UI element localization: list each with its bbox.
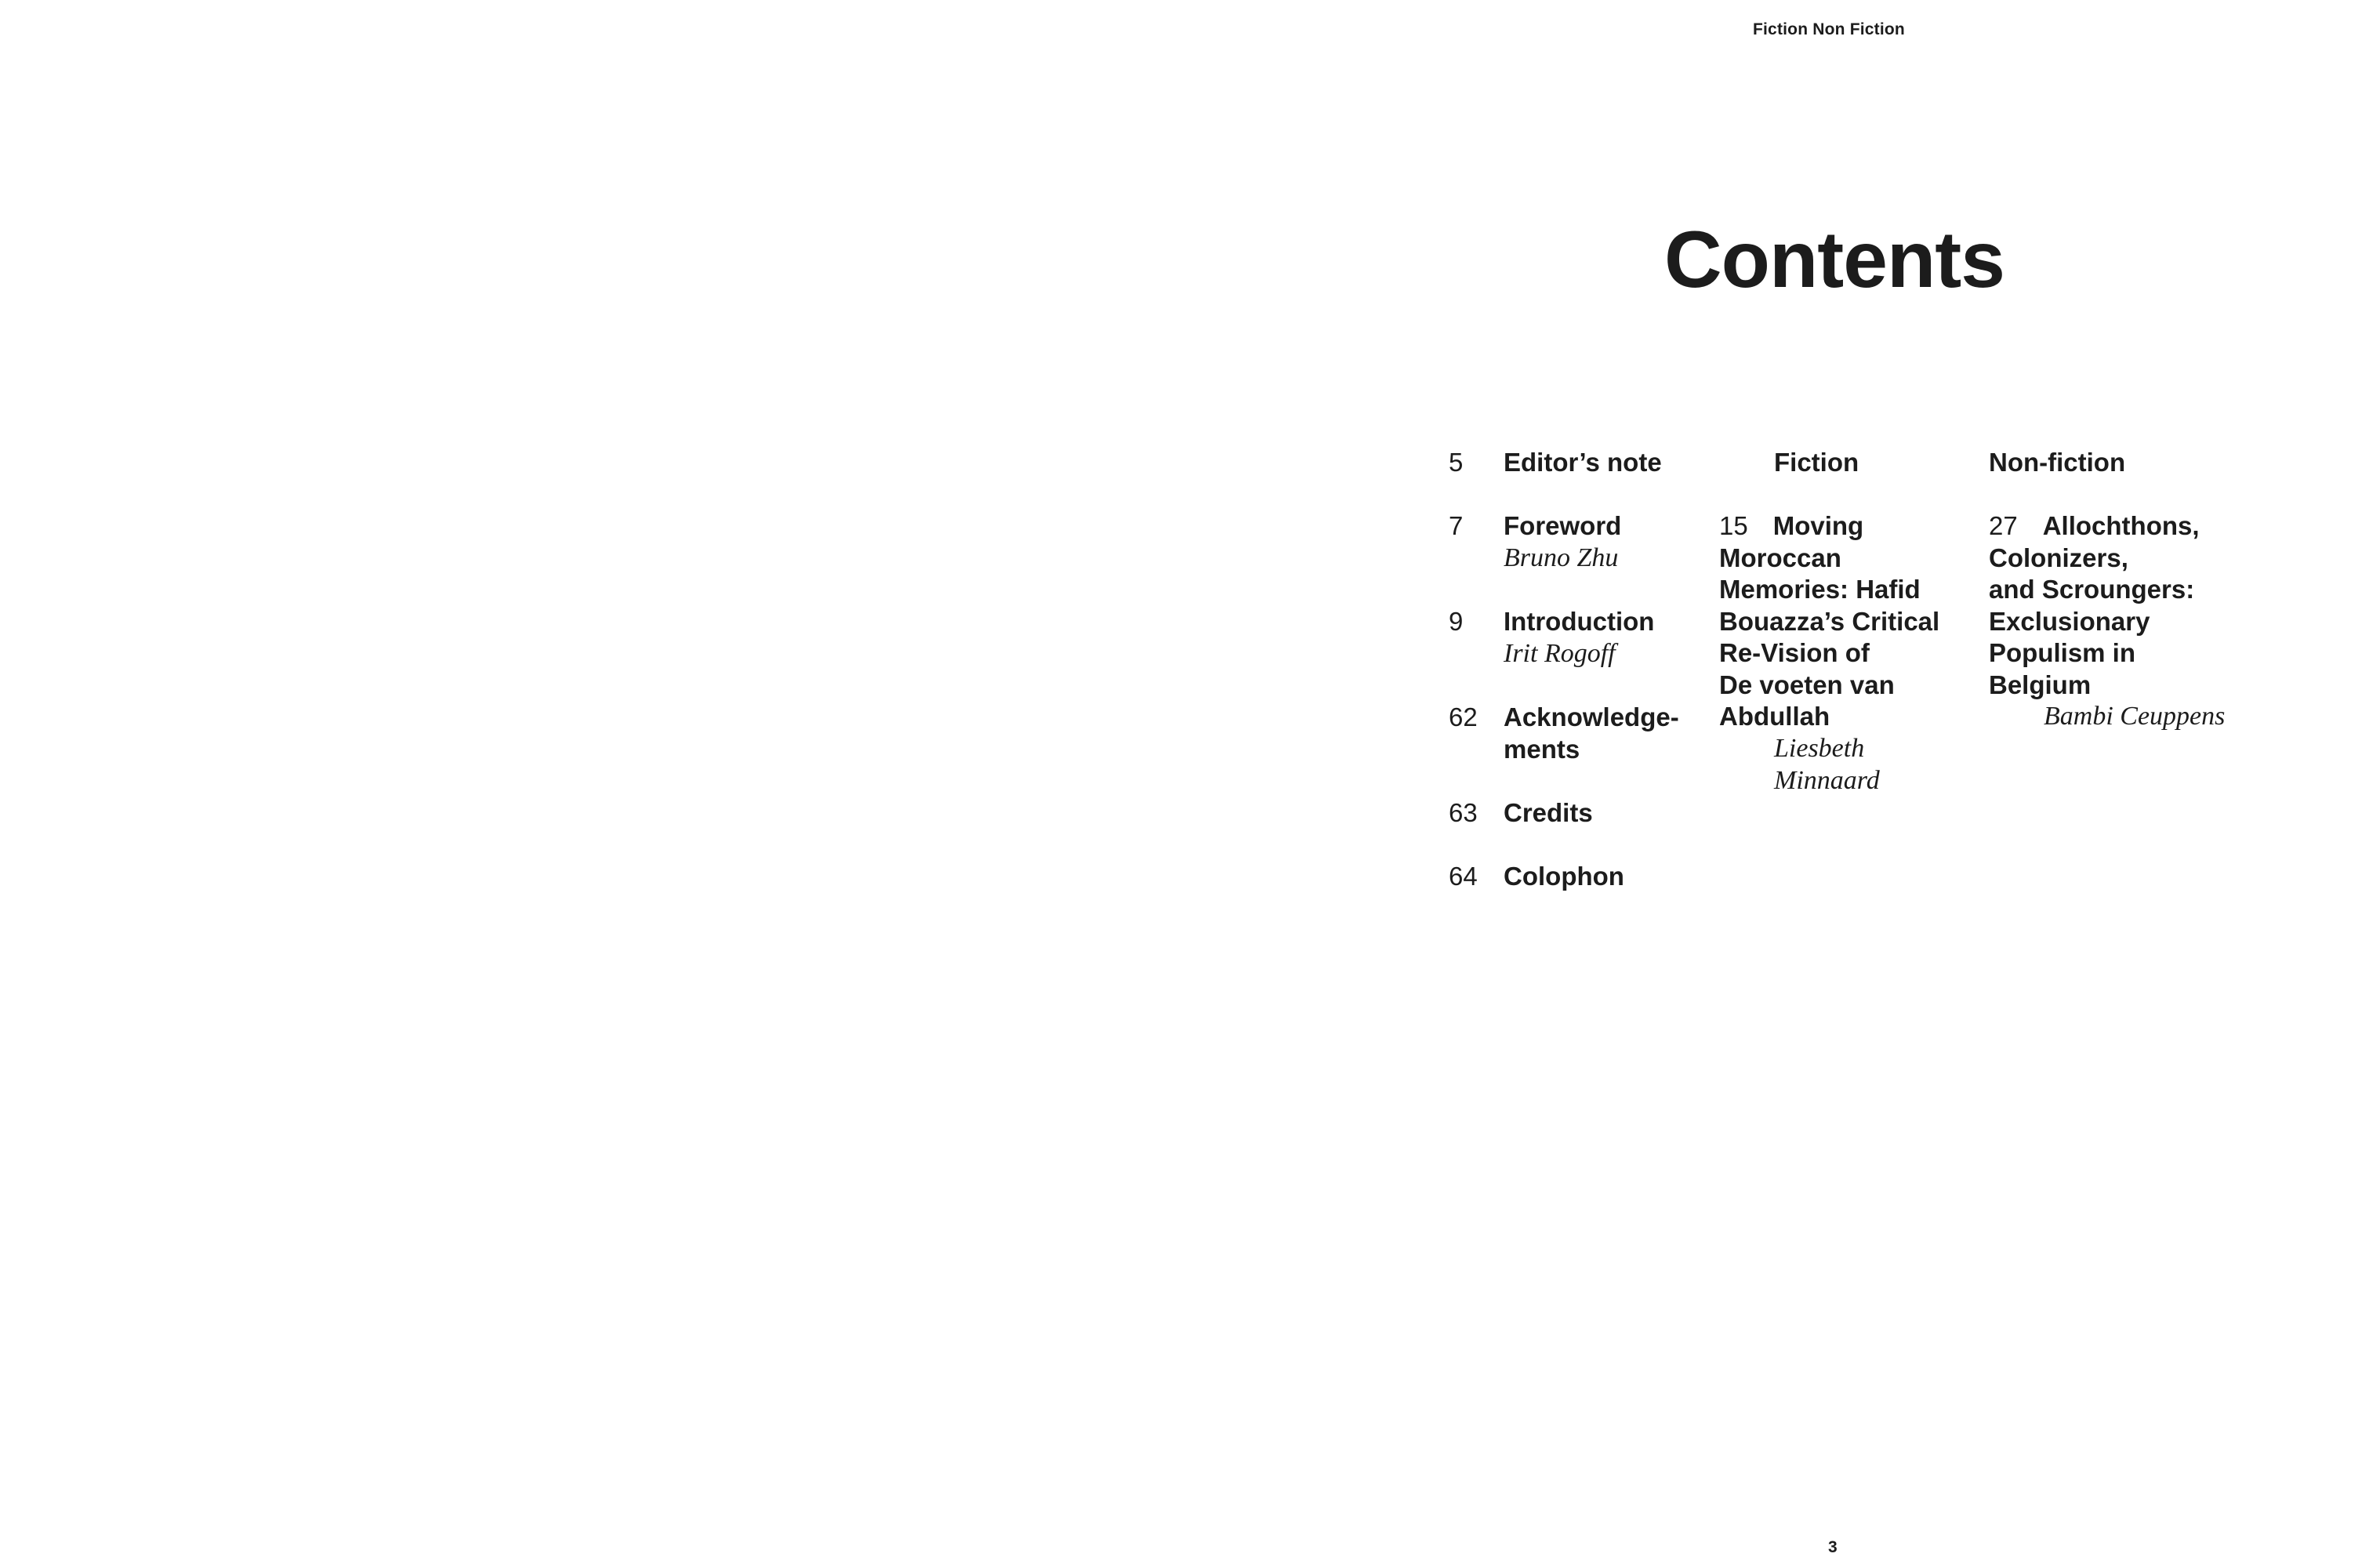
toc-page-number: 7 xyxy=(1449,511,1464,540)
toc-entry-colophon xyxy=(1449,861,1624,893)
toc-author: Bruno Zhu xyxy=(1504,543,1619,572)
toc-title: Credits xyxy=(1504,798,1593,827)
running-head: Fiction Non Fiction xyxy=(1753,20,1905,38)
toc-entry-fiction xyxy=(1719,510,1939,733)
toc-author-line: Liesbeth xyxy=(1774,734,1865,763)
toc-title-line: De voeten van xyxy=(1719,670,1895,699)
toc-title-line: Exclusionary xyxy=(1989,606,2150,636)
toc-page-number: 27 xyxy=(1989,511,2018,540)
toc-title-line: Colonizers, xyxy=(1989,543,2128,572)
toc-page-number: 15 xyxy=(1719,511,1748,540)
page-title: Contents xyxy=(1664,215,2004,304)
toc-title-line: Memories: Hafid xyxy=(1719,575,1921,604)
toc-page-number: 63 xyxy=(1449,798,1478,827)
toc-entry-non-fiction xyxy=(1989,510,2200,701)
toc-title-line: Populism in xyxy=(1989,638,2136,667)
toc-entry-introduction xyxy=(1449,606,1654,670)
toc-author-non-fiction: Bambi Ceuppens xyxy=(2044,702,2226,731)
page-number: 3 xyxy=(1828,1538,1838,1556)
toc-title-line: 27 Allochthons, xyxy=(1989,511,2200,540)
toc-title-line: Re-Vision of xyxy=(1719,638,1870,667)
toc-title: Editor’s note xyxy=(1504,448,1662,477)
toc-title: Foreword xyxy=(1504,511,1622,540)
toc-page-number: 64 xyxy=(1449,862,1478,891)
section-heading-non-fiction: Non-fiction xyxy=(1989,448,2126,477)
toc-title: ments xyxy=(1504,734,1580,764)
toc-title: Colophon xyxy=(1504,862,1624,891)
toc-page-number: 9 xyxy=(1449,607,1464,636)
toc-title-line: Belgium xyxy=(1989,670,2092,699)
toc-entry-credits xyxy=(1449,797,1593,829)
section-heading-fiction: Fiction xyxy=(1774,448,1859,477)
toc-title: Acknowledge- xyxy=(1504,702,1679,731)
toc-entry-acknowledgements xyxy=(1449,702,1679,765)
toc-author: Irit Rogoff xyxy=(1504,638,1616,668)
toc-title-line: and Scroungers: xyxy=(1989,575,2195,604)
toc-title-line: Moroccan xyxy=(1719,543,1841,572)
toc-author-line: Minnaard xyxy=(1774,765,1880,795)
toc-author-fiction xyxy=(1774,733,1880,797)
toc-title-line: Abdullah xyxy=(1719,702,1830,731)
toc-page-number: 62 xyxy=(1449,702,1478,731)
toc-entry-foreword xyxy=(1449,510,1621,574)
toc-title: Introduction xyxy=(1504,607,1655,636)
toc-entry-editors-note xyxy=(1449,447,1662,479)
toc-page-number: 5 xyxy=(1449,448,1464,477)
toc-title-line: 15 Moving xyxy=(1719,511,1864,540)
toc-title-line: Bouazza’s Critical xyxy=(1719,606,1940,636)
